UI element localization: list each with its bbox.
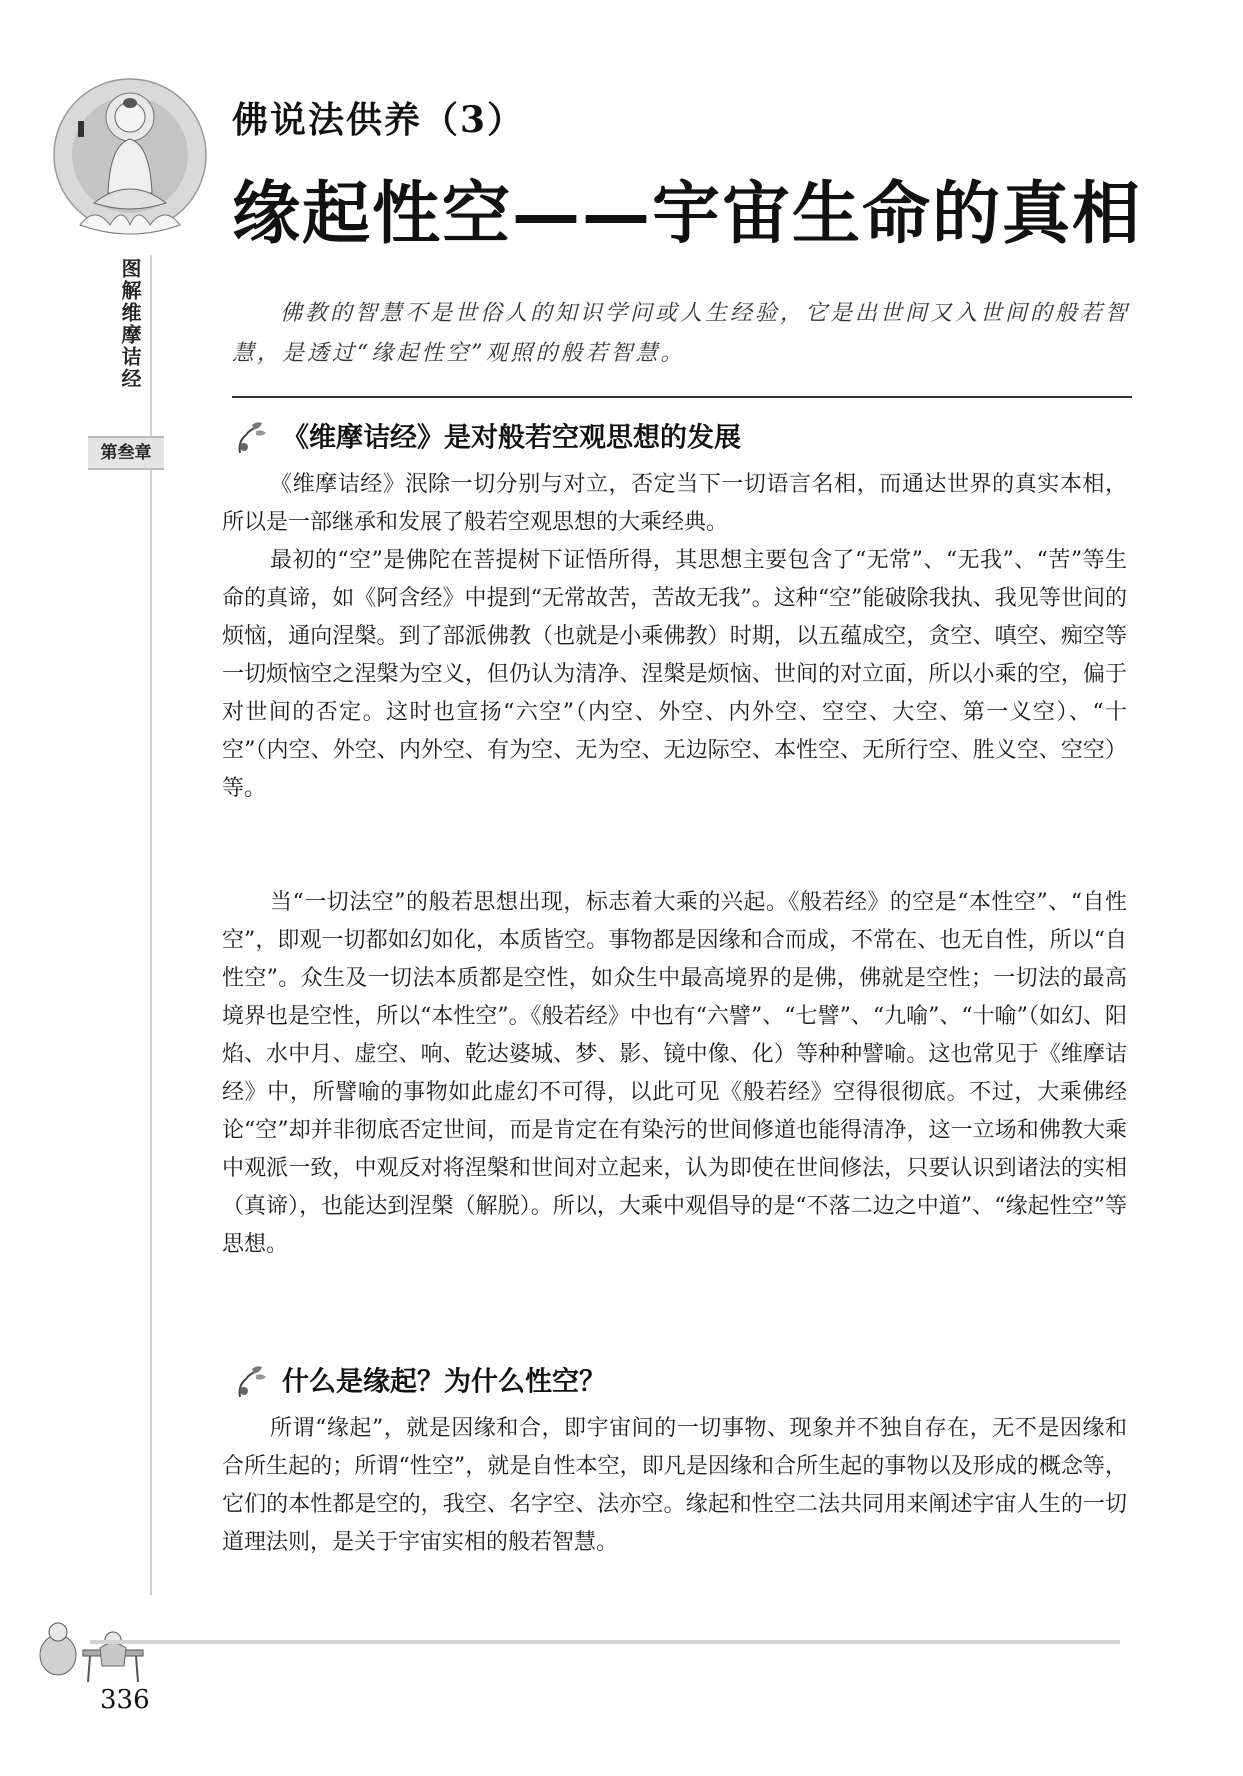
section-heading: [232, 418, 741, 458]
page-number: 336: [100, 1685, 150, 1715]
sage-scholars-illustration: [28, 1610, 158, 1685]
section-bullet-icon: [232, 1363, 272, 1403]
paragraph: 最初的“空”是佛陀在菩提树下证悟所得，其思想主要包含了“无常”、“无我”、“苦”等生命的真谛，如《阿含经》中提到“无常故苦，苦故无我”。这种“空”能破除我执、我见等世间的烦恼，通向涅槃。到了部派佛教（也就是小乘佛教）时期，以五蕴成空，贪空、嗔空、痴空等一切烦恼空之涅槃为空义，但仍认为清净、涅槃是烦恼、世间的对立面，所以小乘的空，偏于对世间的否定。这时也宣扬“六空”（内空、外空、内外空、空空、大空、第一义空）、“十空”（内空、外空、内外空、有为空、无为空、无边际空、本性空、无所行空、胜义空、空空）等。: [222, 548, 1127, 801]
header-divider: [232, 396, 1132, 398]
page-title: 缘起性空——宇宙生命的真相: [232, 174, 1143, 254]
series-title: 佛说法供养（3）: [232, 99, 526, 141]
section-heading: [232, 1362, 606, 1402]
paragraph: 所谓“缘起”，就是因缘和合，即宇宙间的一切事物、现象并不独自存在，无不是因缘和合所生起的；所谓“性空”，就是自性本空，即凡是因缘和合所生起的事物以及形成的概念等，它们的本性都是空的，我空、名字空、法亦空。缘起和性空二法共同用来阐述宇宙人生的一切道理法则，是关于宇宙实相的般若智慧。: [222, 1416, 1127, 1555]
chapter-label: 第叁章: [88, 436, 164, 470]
book-title-vertical: 图解维摩诘经: [118, 258, 142, 390]
section-heading-text: 《维摩诘经》是对般若空观思想的发展: [282, 422, 741, 454]
section-bullet-icon: [232, 419, 272, 459]
buddha-medallion-illustration: [50, 75, 210, 250]
section-heading-text: 什么是缘起？为什么性空？: [282, 1366, 606, 1398]
intro-text: 佛教的智慧不是世俗人的知识学问或人生经验，它是出世间又入世间的般若智慧，是透过“缘起性空”观照的般若智慧。: [232, 301, 1131, 366]
paragraph: 当“一切法空”的般若思想出现，标志着大乘的兴起。《般若经》的空是“本性空”、“自性空”，即观一切都如幻如化，本质皆空。事物都是因缘和合而成，不常在、也无自性，所以“自性空”。众生及一切法本质都是空性，如众生中最高境界的是佛，佛就是空性；一切法的最高境界也是空性，所以“本性空”。《般若经》中也有“六譬”、“七譬”、“九喻”、“十喻”（如幻、阳焰、水中月、虚空、响、乾达婆城、梦、影、镜中像、化）等种种譬喻。这也常见于《维摩诘经》中，所譬喻的事物如此虚幻不可得，以此可见《般若经》空得很彻底。不过，大乘佛经论“空”却并非彻底否定世间，而是肯定在有染污的世间修道也能得清净，这一立场和佛教大乘中观派一致，中观反对将涅槃和世间对立起来，认为即使在世间修法，只要认识到诸法的实相（真谛），也能达到涅槃（解脱）。所以，大乘中观倡导的是“不落二边之中道”、“缘起性空”等思想。: [222, 890, 1127, 1257]
footer-divider: [90, 1640, 1120, 1644]
paragraph: 《维摩诘经》泯除一切分别与对立，否定当下一切语言名相，而通达世界的真实本相，所以是一部继承和发展了般若空观思想的大乘经典。: [222, 472, 1127, 535]
